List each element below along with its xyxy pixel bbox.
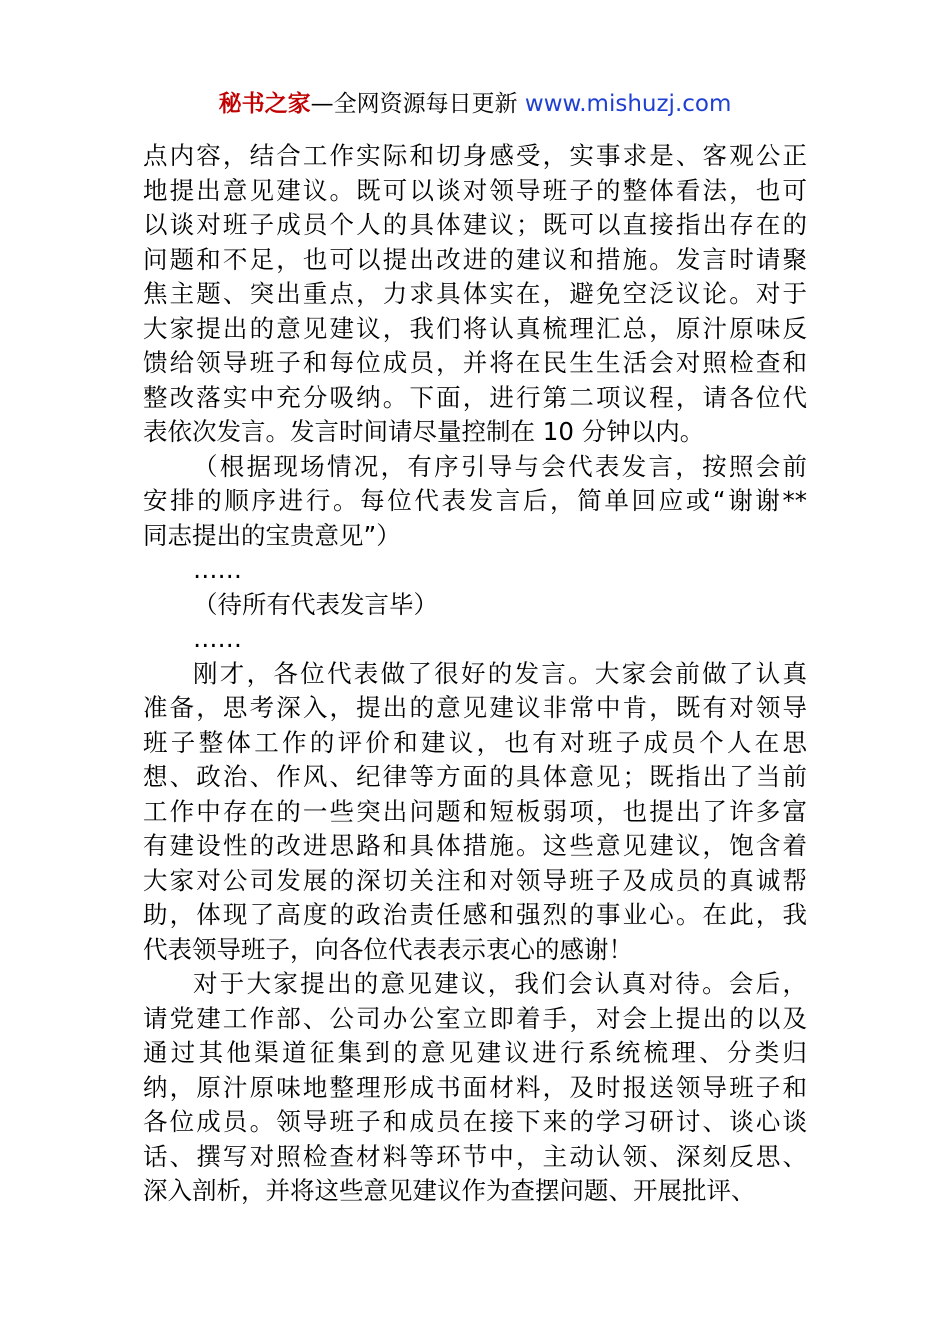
text-line: 大家对公司发展的深切关注和对领导班子及成员的真诚帮 [143,865,807,895]
text-line: 点内容，结合工作实际和切身感受，实事求是、客观公正 [143,141,807,170]
paragraph [143,657,807,968]
site-url-link[interactable]: www.mishuzj.com [524,91,732,117]
text-line: …… [193,624,242,653]
paragraph [143,450,807,554]
text-line: 同志提出的宝贵意见”） [143,520,401,550]
text-line: 话、撰写对照检查材料等环节中，主动认领、深刻反思、 [143,1141,807,1171]
text-line: 以谈对班子成员个人的具体建议；既可以直接指出存在的 [143,210,807,239]
site-brand: 秘书之家 [218,91,311,117]
text-line: 问题和不足，也可以提出改进的建议和措施。发言时请聚 [143,244,807,274]
text-line: 代表领导班子，向各位代表表示衷心的感谢！ [143,934,633,964]
paragraph [143,139,807,450]
text-line: 安排的顺序进行。每位代表发言后，简单回应或“谢谢** [143,486,807,515]
text-line: 请党建工作部、公司办公室立即着手，对会上提出的以及 [143,1003,807,1033]
paragraph [143,967,807,1209]
text-line: 准备，思考深入，提出的意见建议非常中肯，既有对领导 [143,693,807,722]
text-line: 有建设性的改进思路和具体措施。这些意见建议，饱含着 [143,831,807,860]
text-line: 各位成员。领导班子和成员在接下来的学习研讨、谈心谈 [143,1107,807,1136]
text-line: 整改落实中充分吸纳。下面，进行第二项议程，请各位代 [143,382,807,412]
text-line: 馈给领导班子和每位成员，并将在民生生活会对照检查和 [143,348,807,377]
text-line: 班子整体工作的评价和建议，也有对班子成员个人在思 [143,727,807,757]
text-line: （根据现场情况，有序引导与会代表发言，按照会前 [193,451,807,481]
text-line: 焦主题、突出重点，力求具体实在，避免空泛议论。对于 [143,279,807,308]
text-line: 想、政治、作风、纪律等方面的具体意见；既指出了当前 [143,762,807,791]
paragraph [143,622,807,657]
text-line: 表依次发言。发言时间请尽量控制在 10 分钟以内。 [143,417,705,446]
text-line: …… [193,555,242,584]
text-line: 地提出意见建议。既可以谈对领导班子的整体看法，也可 [143,175,807,205]
paragraph [143,553,807,588]
text-line: 工作中存在的一些突出问题和短板弱项，也提出了许多富 [143,796,807,826]
page-header [0,88,950,120]
site-slogan: —全网资源每日更新 [310,91,525,117]
text-line: 对于大家提出的意见建议，我们会认真对待。会后， [193,969,807,998]
text-line: 通过其他渠道征集到的意见建议进行系统梳理、分类归 [143,1038,807,1067]
text-line: 纳，原汁原味地整理形成书面材料，及时报送领导班子和 [143,1072,807,1102]
document-body [143,139,807,1209]
text-line: 刚才，各位代表做了很好的发言。大家会前做了认真 [193,658,807,688]
paragraph [143,588,807,623]
text-line: （待所有代表发言毕） [193,589,438,619]
text-line: 大家提出的意见建议，我们将认真梳理汇总，原汁原味反 [143,313,807,343]
text-line: 助，体现了高度的政治责任感和强烈的事业心。在此，我 [143,900,807,929]
text-line: 深入剖析，并将这些意见建议作为查摆问题、开展批评、 [143,1176,756,1205]
